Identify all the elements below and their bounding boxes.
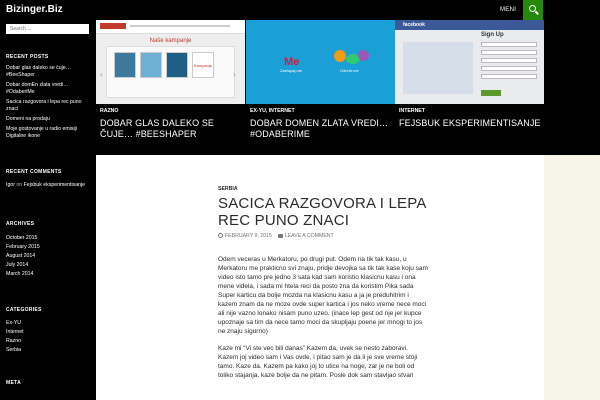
featured-post[interactable] xyxy=(395,20,544,155)
thumb-signup-button xyxy=(481,90,501,96)
category-link[interactable]: Serbia xyxy=(6,346,21,353)
chevron-right-icon: › xyxy=(233,70,236,79)
categories-list xyxy=(6,320,90,356)
recent-post-link[interactable]: Domeni na prodaju xyxy=(6,116,50,122)
thumb-world-map xyxy=(403,42,473,94)
archives-list xyxy=(6,235,90,279)
featured-post[interactable] xyxy=(246,20,395,155)
comment-author[interactable]: Igor xyxy=(6,182,15,188)
post-meta xyxy=(218,233,334,239)
thumb-field xyxy=(481,66,537,71)
meta-title: META xyxy=(6,380,21,386)
thumb-wordmark: Me xyxy=(284,56,300,68)
recent-post-link[interactable]: Dobar glas daleko se čuje… #BeeShaper xyxy=(6,65,71,78)
archives-title: ARCHIVES xyxy=(6,221,35,227)
search-icon xyxy=(529,5,536,12)
featured-post[interactable] xyxy=(96,20,245,155)
thumb-header xyxy=(96,20,245,34)
thumb-sub: Odredi.me xyxy=(340,68,359,73)
sidebar-search-input[interactable]: Search ... xyxy=(6,24,89,34)
thumb-sub: Zastupaj.me xyxy=(280,68,303,73)
comment-icon xyxy=(278,234,283,238)
featured-category[interactable]: INTERNET xyxy=(399,108,425,114)
post-category-link[interactable]: SERBIA xyxy=(218,186,238,192)
clock-icon xyxy=(218,233,223,238)
post-paragraph: Odem veceras u Merkatoru, po drugi put. Odem na tik tak kasu, u Merkatoru me prakticno svi znaju, pridje devojka sa tik tak kase koju sam video isto tamo pre jedno 3 sata kad sam koristio klasicnu kasu i ona mene videla, i sada mi htela reci da posto zna da koristim Pika sada Super karticu da bolje mozda na klasicnu kasu a ja je preduhitrim i kazem znam da ne moze ovde super kartica i jos neko vreme nece moci ali nije vazno lonako nisam puno uzeo. (inace lep gest od nje jer kupce upoznaje sa tim da nece tamo moci da skupljaju poene jer mnogi to jos ne znaju sigurno) xyxy=(218,256,428,335)
archive-link[interactable]: March 2014 xyxy=(6,270,34,277)
post-title[interactable]: SACICA RAZGOVORA I LEPA REC PUNO ZNACI xyxy=(218,195,426,229)
featured-thumbnail[interactable] xyxy=(395,20,544,104)
thumb-field xyxy=(481,74,537,79)
archive-link[interactable]: October 2015 xyxy=(6,235,38,241)
thumb-card xyxy=(166,52,188,78)
recent-posts-title: RECENT POSTS xyxy=(6,54,49,60)
recent-comments-list xyxy=(6,182,90,192)
thumb-card: Kampanje xyxy=(192,52,214,78)
post-date[interactable]: FEBRUARY 9, 2015 xyxy=(225,233,272,239)
post-paragraph: Kaze mi “Vi ste vec bili danas” Kazem da, uvek se nesto zaboravi. Kazem joj video sam i Vas ovde, i pitao sam je da li je sve vreme stoji tamo. Kaze da. Kazem pa kako joj to utice na noge, zar je ne boli od toliko stajanja, kaze bolje da ne pitam. Posle dok sam stavljao stvari xyxy=(218,345,418,379)
masthead xyxy=(0,0,600,20)
post-content xyxy=(96,155,544,400)
recent-post-link[interactable]: Moje gostovanje u radio emisiji Digitalne ikone xyxy=(6,126,77,139)
archive-link[interactable]: August 2014 xyxy=(6,252,36,259)
thumb-blob xyxy=(334,50,346,62)
archive-link[interactable]: July 2014 xyxy=(6,261,29,268)
chevron-left-icon: ‹ xyxy=(100,70,103,79)
menu-toggle[interactable]: MENI xyxy=(500,7,517,13)
category-link[interactable]: Internet xyxy=(6,328,24,335)
thumb-signup: Sign Up xyxy=(481,32,504,38)
recent-posts-list xyxy=(6,65,90,143)
comment-on-label: on xyxy=(16,182,23,188)
thumb-fb-logo: facebook xyxy=(403,22,425,28)
comment-post-link[interactable]: Fejsbuk eksperimentisanje xyxy=(23,182,86,188)
thumb-field xyxy=(481,50,537,55)
post-body xyxy=(218,255,428,388)
thumb-blob xyxy=(358,50,369,61)
featured-title[interactable]: DOBAR DOMEN ZLATA VREDI… #ODABERIME xyxy=(250,118,389,139)
featured-content xyxy=(96,20,544,155)
thumb-nav xyxy=(130,25,230,27)
search-toggle-button[interactable] xyxy=(523,0,543,20)
category-link[interactable]: Razno xyxy=(6,337,21,344)
featured-category[interactable]: RAZNO xyxy=(100,108,119,114)
recent-comments-title: RECENT COMMENTS xyxy=(6,169,62,175)
featured-thumbnail[interactable] xyxy=(246,20,395,104)
recent-post-link[interactable]: Dobar domEn zlata vredi… #OdaberiMe xyxy=(6,82,69,95)
categories-title: CATEGORIES xyxy=(6,307,42,313)
thumb-card xyxy=(140,52,162,78)
right-strip xyxy=(544,20,600,400)
featured-category[interactable]: EX-YU, INTERNET xyxy=(250,108,295,114)
thumb-logo xyxy=(100,23,126,29)
thumb-heading: Naše kampanje xyxy=(149,38,192,44)
featured-title[interactable]: FEJSBUK EKSPERIMENTISANJE xyxy=(399,118,541,128)
right-strip-bottom xyxy=(544,155,600,400)
thumb-fb-bar xyxy=(395,20,544,30)
recent-comment-item xyxy=(6,182,90,189)
recent-post-link[interactable]: Sacica razgovora i lepa rec puno znaci xyxy=(6,99,82,112)
category-link[interactable]: Ex-YU xyxy=(6,320,21,326)
site-title[interactable]: Bizinger.Biz xyxy=(6,4,63,15)
featured-title[interactable]: DOBAR GLAS DALEKO SE ČUJE… #BEESHAPER xyxy=(100,118,215,139)
archive-link[interactable]: February 2015 xyxy=(6,243,40,250)
thumb-field xyxy=(481,42,537,47)
thumb-field xyxy=(481,58,537,63)
leave-comment-link[interactable]: LEAVE A COMMENT xyxy=(284,233,334,239)
thumb-card xyxy=(114,52,136,78)
featured-thumbnail[interactable] xyxy=(96,20,245,104)
